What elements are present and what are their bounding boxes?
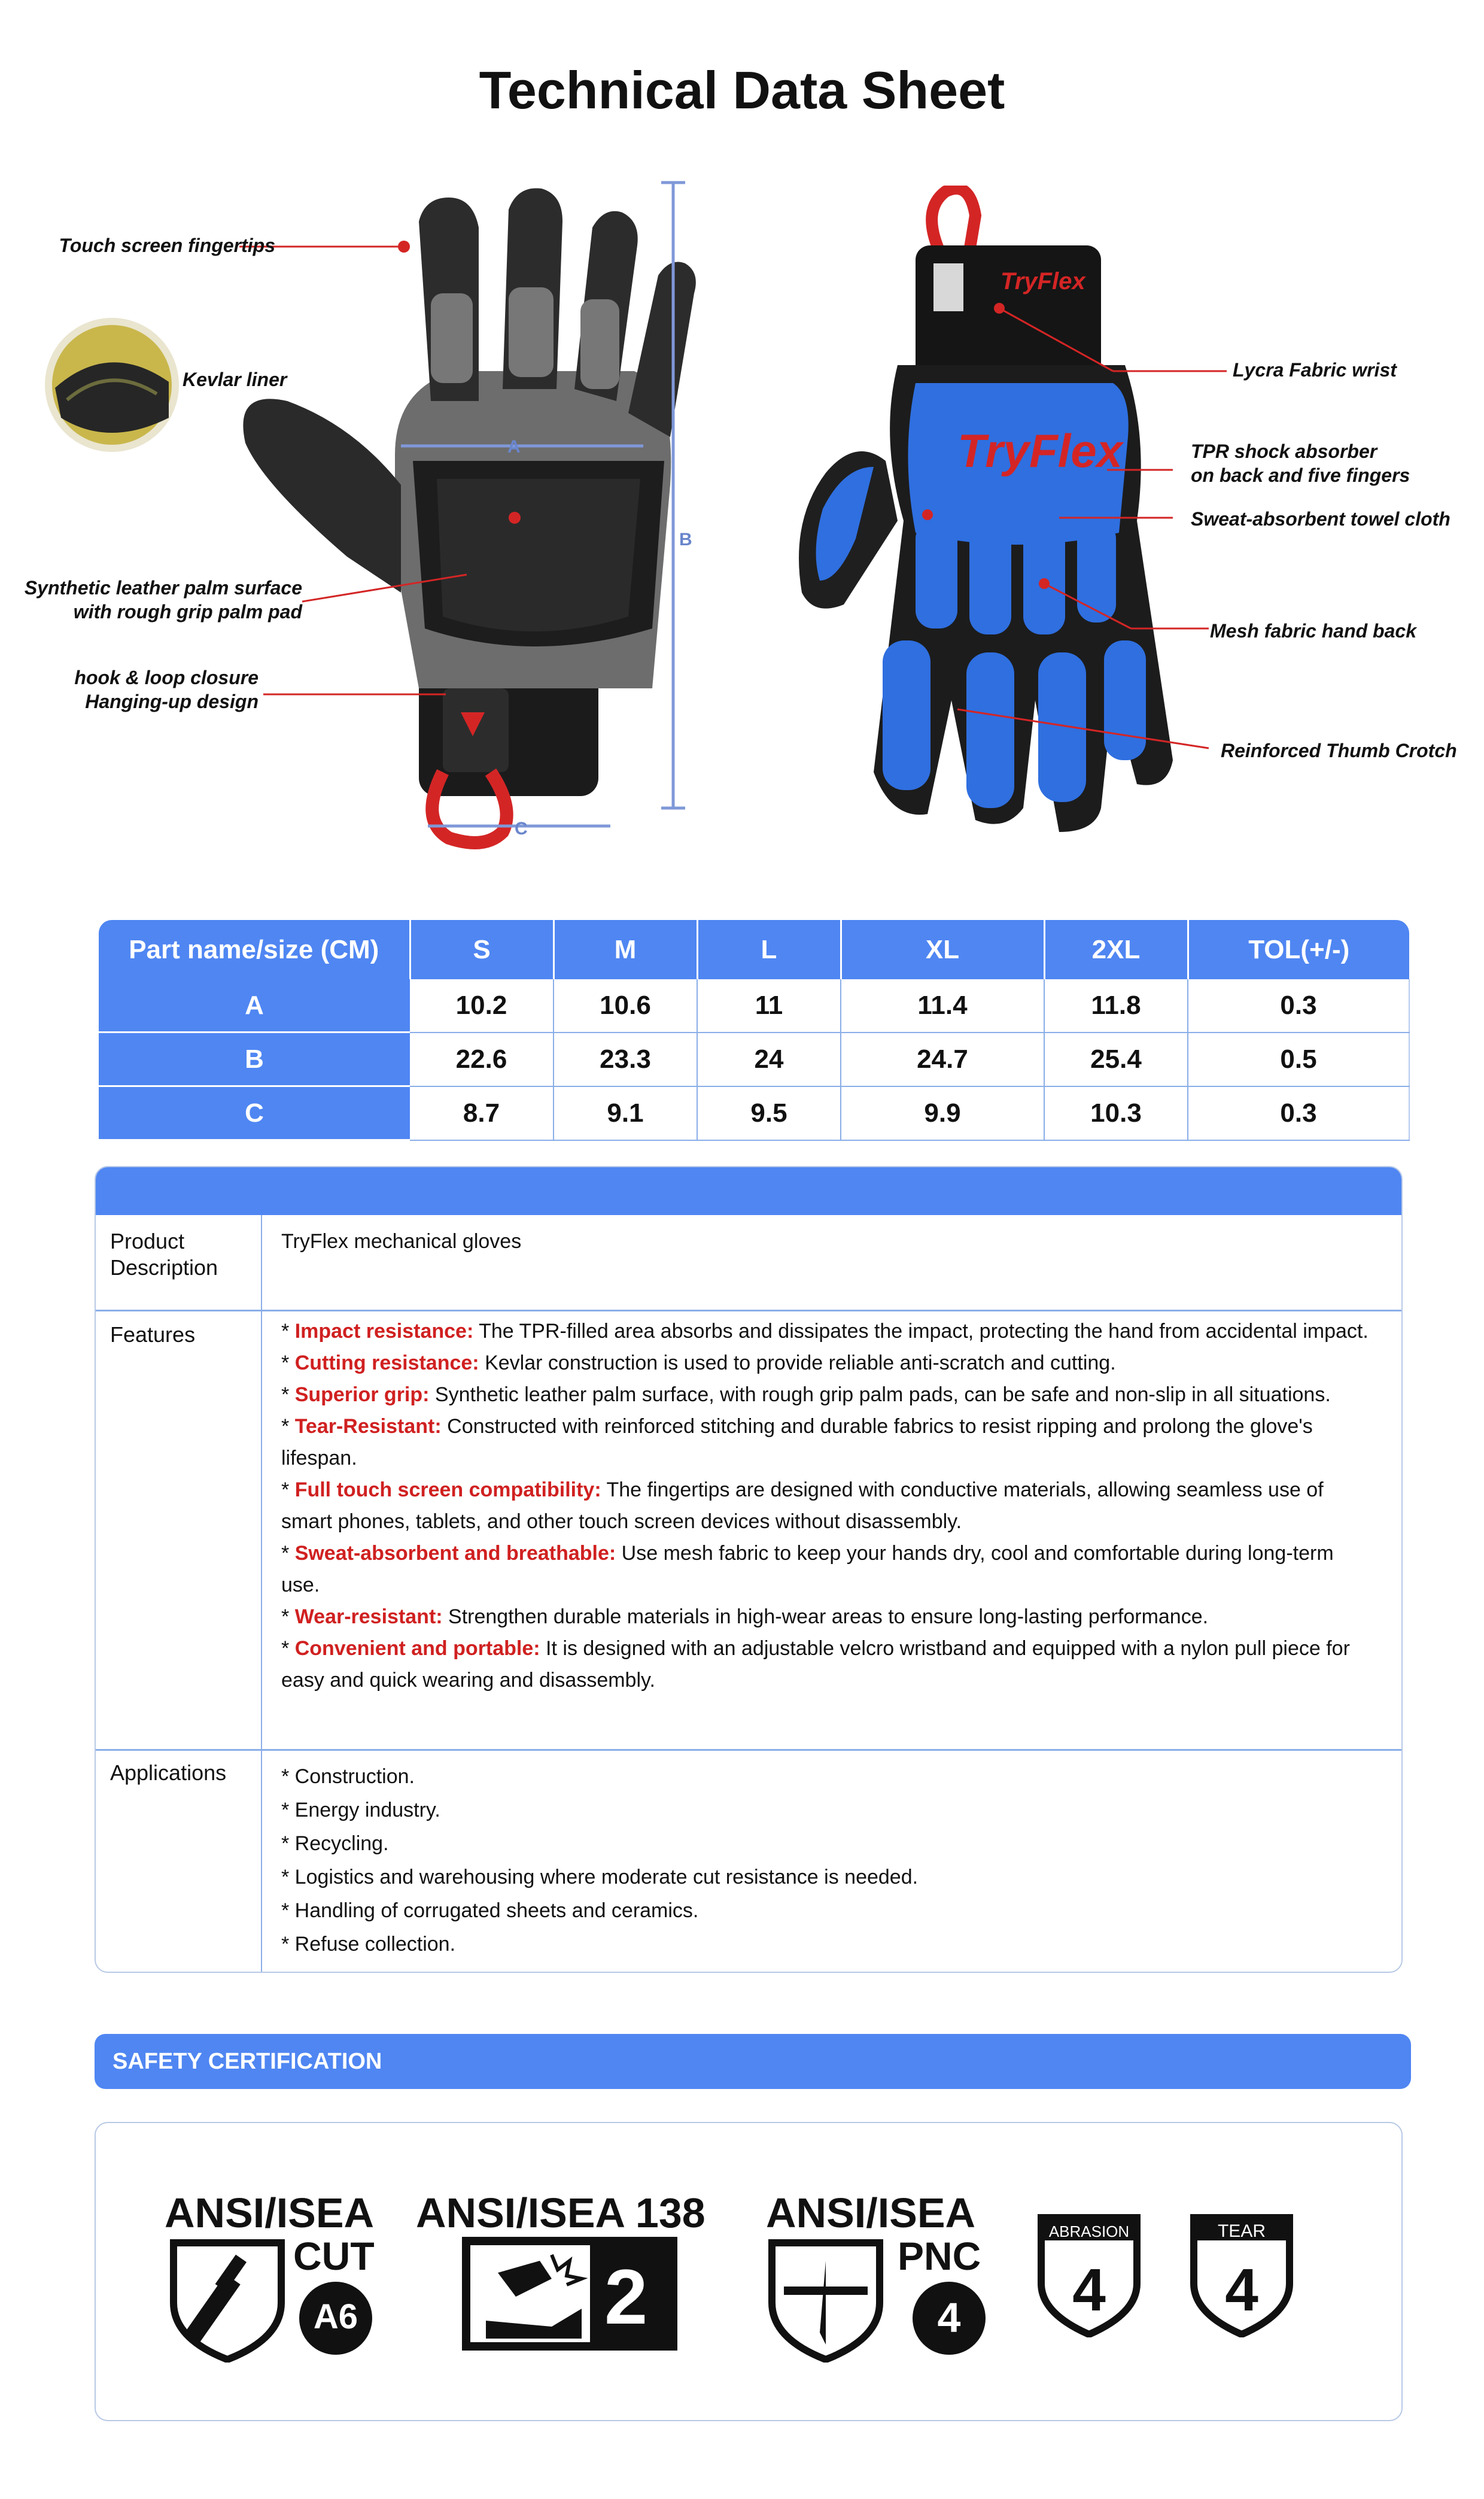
feature-item [281,1601,1377,1633]
impact-level-text: 2 [604,2253,648,2340]
table-cell: 0.5 [1188,1033,1409,1086]
certification-panel [95,2122,1403,2421]
size-table [99,920,1410,1141]
row-label: C [99,1086,410,1140]
feature-item [281,1379,1377,1411]
callout-lycra: Lycra Fabric wrist [1233,359,1397,381]
callout-thumb: Reinforced Thumb Crotch [1221,740,1457,761]
feature-key: Convenient and portable: [294,1637,540,1660]
feature-text: Strengthen durable materials in high-wear areas to ensure long-lasting performance. [442,1605,1209,1628]
callout-palm-2: with rough grip palm pad [73,601,302,623]
callout-tpr-2: on back and five fingers [1191,464,1410,486]
table-cell: 24 [697,1033,841,1086]
applications-list [281,1760,1377,1961]
table-cell: 23.3 [554,1033,697,1086]
row-label: B [99,1033,410,1086]
column-divider [261,1215,262,1972]
feature-text: Synthetic leather palm surface, with rough grip palm pads, can be safe and non-slip in all situations. [429,1383,1331,1406]
feature-key: Superior grip: [294,1383,430,1406]
bullet-marker: * [281,1605,295,1628]
table-cell: 9.9 [841,1086,1044,1140]
callout-kevlar: Kevlar liner [183,369,287,390]
product-label-line1: Product [110,1229,185,1253]
header-size-m: M [554,920,697,979]
table-cell: 10.6 [554,979,697,1033]
pnc-level-text: 4 [937,2294,961,2341]
feature-text: Use mesh fabric to keep your hands dry, cool and comfortable during long-term use. [281,1542,1334,1596]
description-panel [95,1166,1403,1973]
description-header-bar [96,1167,1401,1215]
table-row [99,1086,1409,1140]
table-cell: 9.5 [697,1086,841,1140]
row-label: A [99,979,410,1033]
callout-palm-1: Synthetic leather palm surface [24,577,302,599]
table-cell: 25.4 [1044,1033,1188,1086]
pnc-standard-label: ANSI/ISEA [766,2190,976,2236]
pnc-shield-icon [766,2237,886,2363]
feature-key: Cutting resistance: [294,1352,479,1374]
row-divider [96,1749,1401,1751]
table-row [99,979,1409,1033]
feature-text: The TPR-filled area absorbs and dissipates the impact, protecting the hand from accidental impact. [473,1320,1369,1343]
header-size-2xl: 2XL [1044,920,1188,979]
callout-mesh: Mesh fabric hand back [1210,620,1416,642]
header-size-s: S [410,920,554,979]
header-part-name: Part name/size (CM) [99,920,410,979]
feature-item [281,1411,1377,1474]
application-item: * Construction. [281,1765,415,1788]
feature-key: Sweat-absorbent and breathable: [294,1542,616,1565]
bullet-marker: * [281,1478,295,1501]
application-item: * Logistics and warehousing where moderate cut resistance is needed. [281,1866,919,1888]
bullet-marker: * [281,1637,295,1660]
applications-label: Applications [110,1760,227,1785]
dimension-b-label: B [679,530,692,549]
features-label: Features [110,1322,196,1347]
feature-key: Tear-Resistant: [294,1415,442,1438]
bullet-marker: * [281,1542,295,1565]
table-cell: 0.3 [1188,1086,1409,1140]
tear-level-text: 4 [1225,2257,1258,2324]
table-row [99,1033,1409,1086]
bullet-marker: * [281,1320,295,1343]
cut-type-label: CUT [293,2234,375,2278]
feature-item [281,1474,1377,1538]
row-divider [96,1310,1401,1311]
feature-key: Impact resistance: [294,1320,474,1343]
callout-closure-2: Hanging-up design [85,691,259,712]
abrasion-label: ABRASION [1048,2222,1130,2240]
feature-item [281,1538,1377,1601]
cuff-brand-label: TryFlex [1001,268,1085,294]
feature-item [281,1316,1377,1347]
table-cell: 0.3 [1188,979,1409,1033]
feature-key: Full touch screen compatibility: [294,1478,601,1501]
pnc-type-label: PNC [898,2234,981,2278]
cut-standard-label: ANSI/ISEA [165,2190,375,2236]
size-table-header [99,920,1409,979]
table-cell: 10.2 [410,979,554,1033]
table-cell: 22.6 [410,1033,554,1086]
product-label-line2: Description [110,1255,218,1280]
page-title: Technical Data Sheet [479,60,1005,120]
header-size-l: L [697,920,841,979]
product-description-value: TryFlex mechanical gloves [281,1230,522,1253]
table-cell: 11 [697,979,841,1033]
table-cell: 9.1 [554,1086,697,1140]
table-cell: 10.3 [1044,1086,1188,1140]
feature-text: The fingertips are designed with conductive materials, allowing seamless use of smart phones, tablets, and other touch screen devices without disassembly. [281,1478,1324,1533]
feature-text: Kevlar construction is used to provide reliable anti-scratch and cutting. [479,1352,1116,1374]
features-list [281,1316,1377,1696]
feature-item [281,1347,1377,1379]
feature-text: Constructed with reinforced stitching and durable fabrics to resist ripping and prolong the glove's lifespan. [281,1415,1313,1469]
application-item: * Handling of corrugated sheets and ceramics. [281,1899,699,1922]
table-cell: 11.4 [841,979,1044,1033]
shield-brand-text: TryFlex [957,424,1123,477]
callout-sweat: Sweat-absorbent towel cloth [1191,508,1450,530]
header-tolerance: TOL(+/-) [1188,920,1409,979]
right-callout-lines [778,0,1484,778]
feature-item [281,1633,1377,1696]
table-cell: 11.8 [1044,979,1188,1033]
safety-certification-header: SAFETY CERTIFICATION [95,2034,1411,2089]
dimension-a-label: A [507,437,521,457]
feature-text: It is designed with an adjustable velcro wristband and equipped with a nylon pull piece for easy and quick wearing and disassembly. [281,1637,1350,1692]
application-item: * Energy industry. [281,1799,440,1821]
table-cell: 8.7 [410,1086,554,1140]
impact-standard-label: ANSI/ISEA 138 [416,2190,705,2236]
callout-closure-1: hook & loop closure [74,667,259,688]
callout-touch-screen: Touch screen fingertips [59,235,275,256]
dimension-c-label: C [515,819,528,839]
cut-level-text: A6 [313,2297,358,2336]
feature-key: Wear-resistant: [294,1605,443,1628]
left-callout-lines [0,0,748,778]
application-item: * Refuse collection. [281,1933,456,1956]
tear-label: TEAR [1217,2221,1266,2241]
bullet-marker: * [281,1383,295,1406]
cut-shield-icon [168,2237,287,2363]
header-size-xl: XL [841,920,1044,979]
abrasion-level-text: 4 [1072,2257,1106,2324]
application-item: * Recycling. [281,1832,389,1855]
bullet-marker: * [281,1352,295,1374]
bullet-marker: * [281,1415,295,1438]
callout-tpr-1: TPR shock absorber [1191,441,1377,462]
table-cell: 24.7 [841,1033,1044,1086]
